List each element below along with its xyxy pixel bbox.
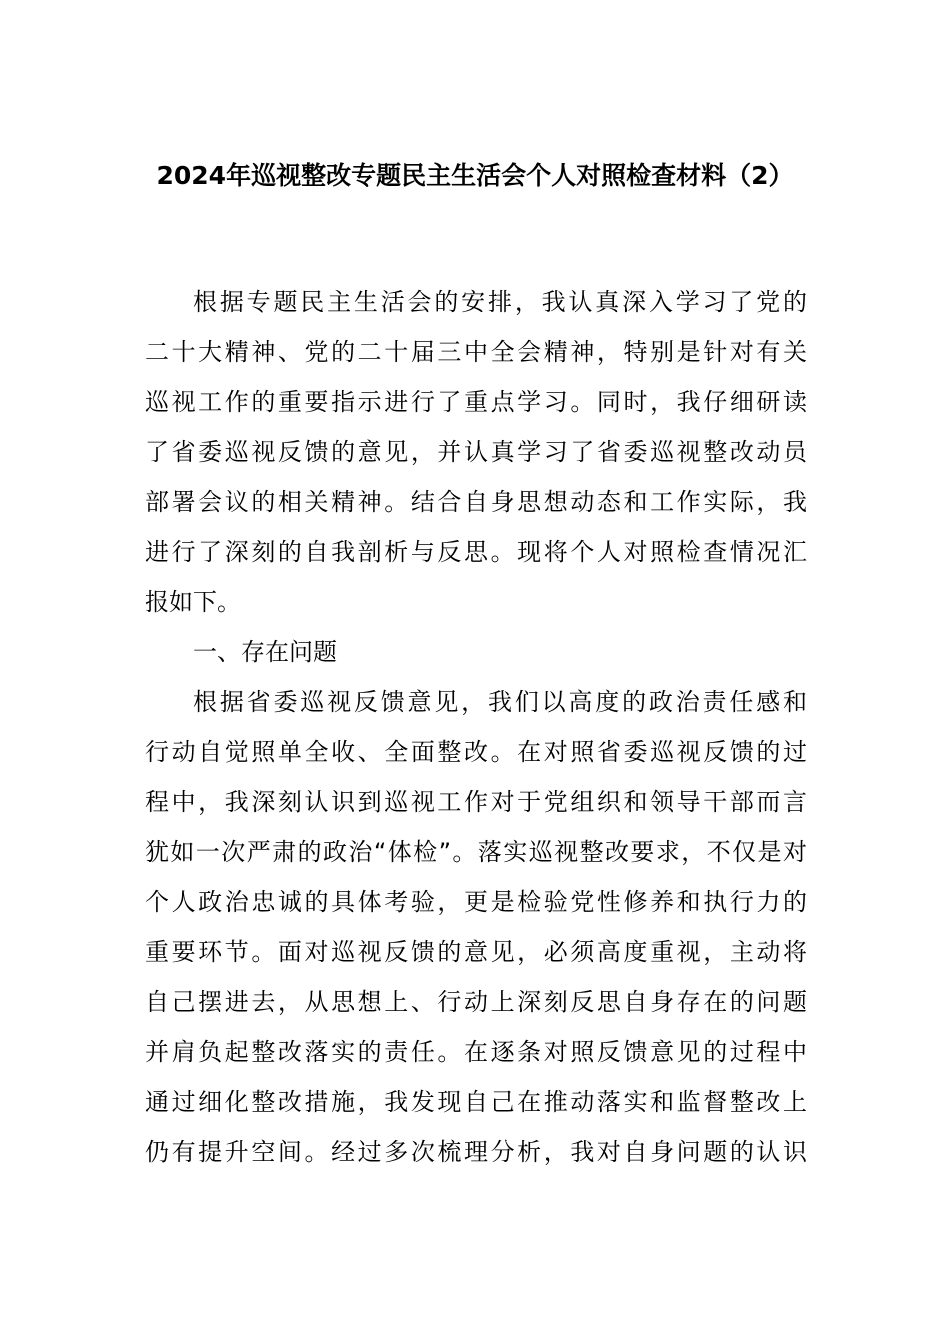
paragraph-line: 并肩负起整改落实的责任。在逐条对照反馈意见的过程中 xyxy=(145,1038,807,1066)
document-body xyxy=(145,280,807,1180)
paragraph-line: 根据省委巡视反馈意见，我们以高度的政治责任感和 xyxy=(193,688,807,716)
section-heading: 一、存在问题 xyxy=(193,638,337,666)
paragraph-line: 巡视工作的重要指示进行了重点学习。同时，我仔细研读 xyxy=(145,388,807,416)
paragraph-line: 了省委巡视反馈的意见，并认真学习了省委巡视整改动员 xyxy=(145,438,807,466)
document-title: 2024年巡视整改专题民主生活会个人对照检查材料（2） xyxy=(156,161,794,190)
paragraph-line: 报如下。 xyxy=(145,588,241,616)
paragraph-line: 通过细化整改措施，我发现自己在推动落实和监督整改上 xyxy=(145,1088,807,1116)
paragraph-line: 进行了深刻的自我剖析与反思。现将个人对照检查情况汇 xyxy=(145,538,807,566)
paragraph-line: 仍有提升空间。经过多次梳理分析，我对自身问题的认识 xyxy=(145,1138,807,1166)
paragraph-line: 部署会议的相关精神。结合自身思想动态和工作实际，我 xyxy=(145,488,807,516)
paragraph-line: 自己摆进去，从思想上、行动上深刻反思自身存在的问题 xyxy=(145,988,807,1016)
paragraph-line: 根据专题民主生活会的安排，我认真深入学习了党的 xyxy=(193,288,807,316)
paragraph-line: 犹如一次严肃的政治“体检”。落实巡视整改要求，不仅是对 xyxy=(145,838,807,866)
paragraph-line: 二十大精神、党的二十届三中全会精神，特别是针对有关 xyxy=(145,338,807,366)
paragraph-line: 重要环节。面对巡视反馈的意见，必须高度重视，主动将 xyxy=(145,938,807,966)
paragraph-line: 程中，我深刻认识到巡视工作对于党组织和领导干部而言 xyxy=(145,788,807,816)
paragraph-line: 行动自觉照单全收、全面整改。在对照省委巡视反馈的过 xyxy=(145,738,807,766)
paragraph-line: 个人政治忠诚的具体考验，更是检验党性修养和执行力的 xyxy=(145,888,807,916)
